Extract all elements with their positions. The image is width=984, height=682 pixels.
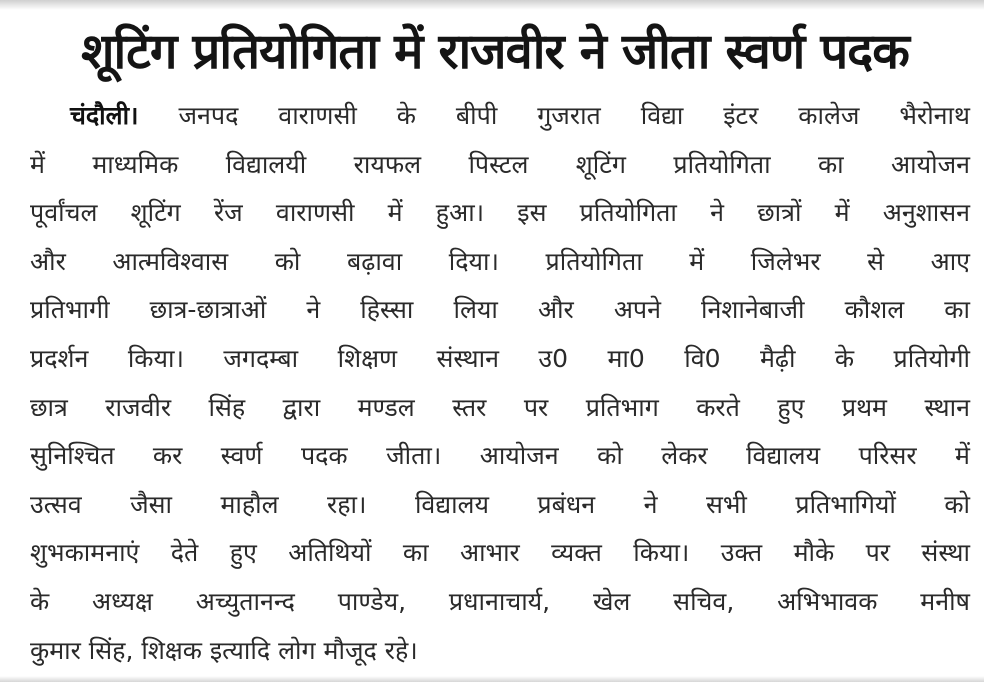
article-line: प्रतिभागी छात्र-छात्राओं ने हिस्सा लिया और अपने निशानेबाजी कौशल का [30,295,970,325]
article-line: प्रदर्शन किया। जगदम्बा शिक्षण संस्थान उ0 मा0 वि0 मैढ़ी के प्रतियोगी [30,343,970,373]
article-line: में माध्यमिक विद्यालयी रायफल पिस्टल शूटिंग प्रतियोगिता का आयोजन [30,149,970,179]
article-line [30,92,970,141]
article-line: पूर्वांचल शूटिंग रेंज वाराणसी में हुआ। इस प्रतियोगिता ने छात्रों में अनुशासन [30,198,970,228]
article-body [30,92,970,675]
headline: शूटिंग प्रतियोगिता में राजवीर ने जीता स्वर्ण पदक [81,23,909,80]
article-last-line: कुमार सिंह, शिक्षक इत्यादि लोग मौजूद रहे। [30,635,418,665]
dateline: चंदौली। [70,101,139,130]
article-line: शुभकामनाएं देते हुए अतिथियों का आभार व्यक्त किया। उक्त मौके पर संस्था [30,538,970,568]
top-edge-shadow [0,0,984,10]
bottom-edge-shadow [0,676,984,682]
article-line: के अध्यक्ष अच्युतानन्द पाण्डेय, प्रधानाचार्य, खेल सचिव, अभिभावक मनीष [30,586,970,616]
article-line: सुनिश्चित कर स्वर्ण पदक जीता। आयोजन को लेकर विद्यालय परिसर में [30,441,970,471]
article-line-text: जनपद वाराणसी के बीपी गुजरात विद्या इंटर कालेज भैरोनाथ [138,101,970,130]
article-line: छात्र राजवीर सिंह द्वारा मण्डल स्तर पर प्रतिभाग करते हुए प्रथम स्थान [30,392,970,422]
article-line: और आत्मविश्वास को बढ़ावा दिया। प्रतियोगिता में जिलेभर से आए [30,246,970,276]
article-line: उत्सव जैसा माहौल रहा। विद्यालय प्रबंधन ने सभी प्रतिभागियों को [30,489,970,519]
